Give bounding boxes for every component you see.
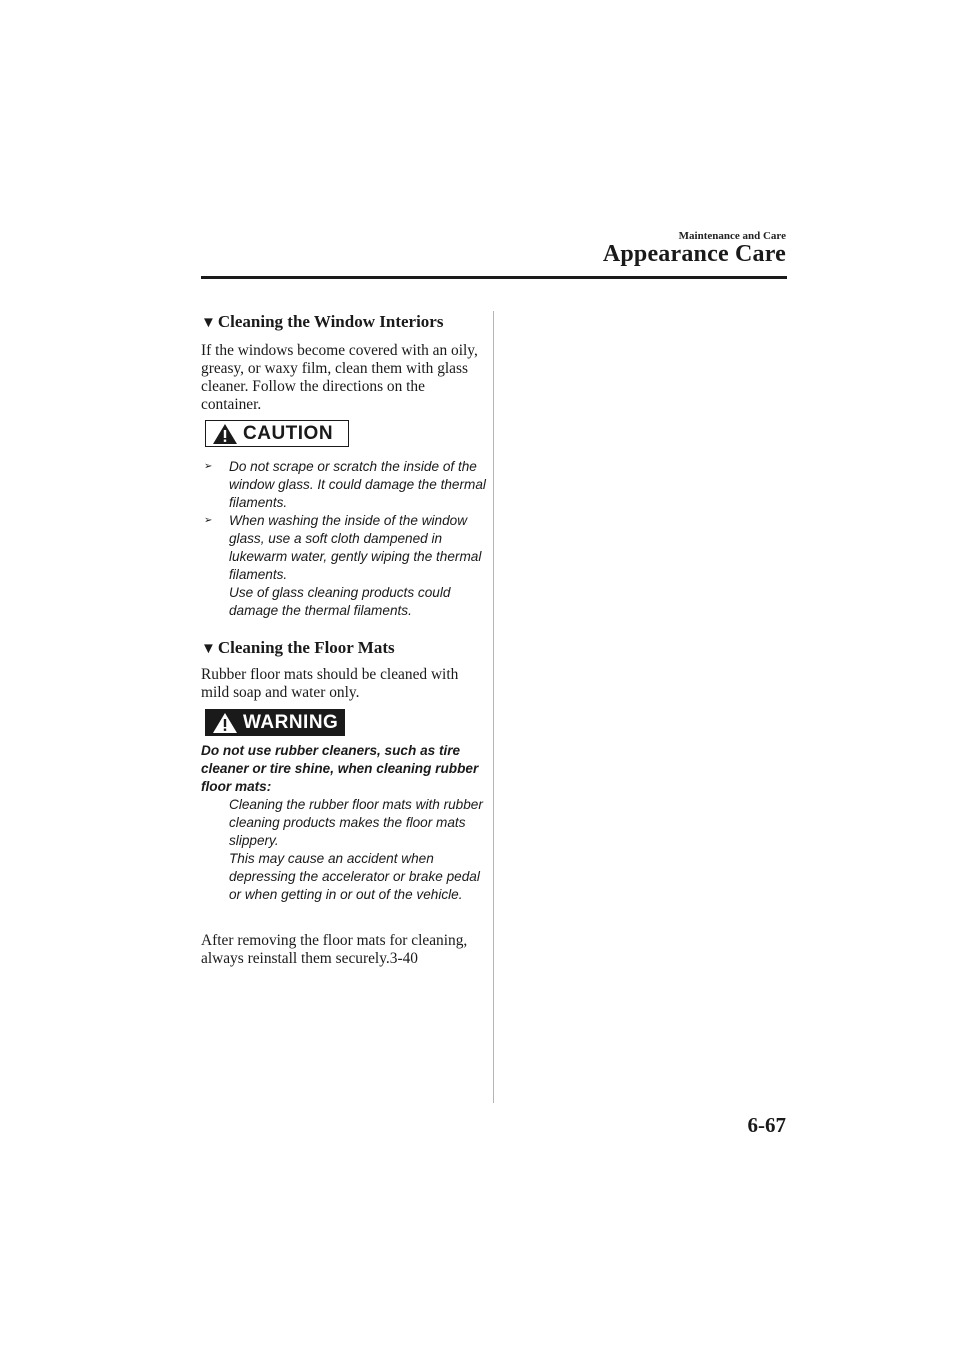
heading-text: Cleaning the Window Interiors: [217, 312, 444, 331]
caution-label: [205, 420, 349, 447]
header-rule: [201, 276, 787, 279]
caution-text: CAUTION: [243, 422, 334, 444]
window-interiors-paragraph: If the windows become covered with an oily, greasy, or waxy film, clean them with glass cleaner. Follow the directions on the container.: [201, 342, 478, 413]
caution-item: [201, 458, 487, 512]
caution-item-text: Do not scrape or scratch the inside of the window glass. It could damage the thermal filaments.: [229, 459, 486, 510]
page-number: 6-67: [747, 1113, 786, 1137]
warning-label: [205, 709, 345, 736]
caution-item-text: When washing the inside of the window glass, use a soft cloth dampened in lukewarm water, gently wiping the thermal filaments.: [229, 513, 482, 582]
triangle-marker-icon: ▼: [201, 641, 216, 657]
warning-lead: Do not use rubber cleaners, such as tire cleaner or tire shine, when cleaning rubber floor mats:: [201, 743, 479, 794]
arrow-bullet-icon: ➢: [204, 515, 213, 526]
closing-paragraph: After removing the floor mats for cleaning, always reinstall them securely.3-40: [201, 932, 468, 967]
warning-text: WARNING: [243, 711, 339, 733]
warning-triangle-icon: [212, 712, 238, 734]
chapter-title: Appearance Care: [602, 241, 786, 267]
caution-item-extra: Use of glass cleaning products could damage the thermal filaments.: [229, 585, 451, 618]
warning-detail-1: Cleaning the rubber floor mats with rubber cleaning products makes the floor mats slippery.: [229, 797, 483, 848]
heading-window-interiors: [201, 312, 443, 332]
heading-floor-mats: [201, 638, 395, 658]
triangle-marker-icon: ▼: [201, 315, 216, 331]
caution-list: [201, 458, 487, 620]
caution-item: [201, 512, 487, 620]
caution-triangle-icon: [212, 423, 238, 445]
warning-detail-2: This may cause an accident when depressing the accelerator or brake pedal or when getting in or out of the vehicle.: [229, 851, 480, 902]
section-label: Maintenance and Care: [678, 230, 786, 242]
floor-mats-paragraph: Rubber floor mats should be cleaned with mild soap and water only.: [201, 666, 459, 701]
column-divider: [493, 311, 494, 1103]
arrow-bullet-icon: ➢: [204, 461, 213, 472]
heading-text: Cleaning the Floor Mats: [217, 638, 395, 657]
warning-detail: [229, 796, 487, 904]
